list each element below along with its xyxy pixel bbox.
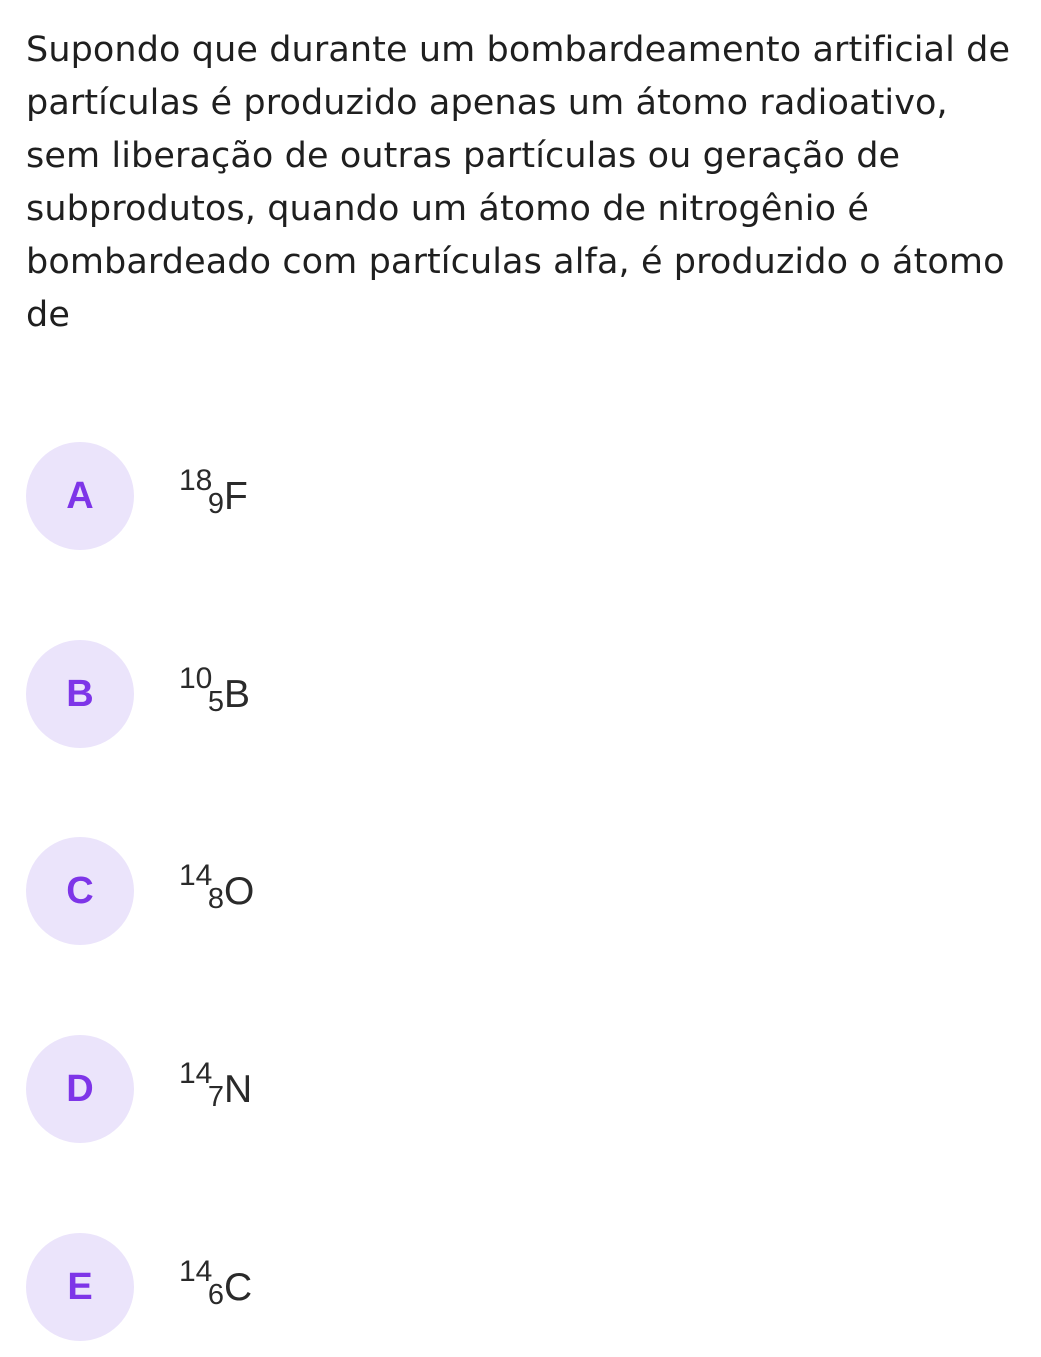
option-c-symbol: O	[224, 870, 255, 913]
option-e[interactable]	[26, 1233, 626, 1343]
option-b-symbol: B	[224, 673, 251, 716]
option-a-symbol: F	[224, 475, 248, 518]
option-c-letter[interactable]: C	[26, 837, 134, 945]
option-b-nuclide	[176, 662, 296, 738]
option-b-mass-number: 10	[179, 662, 213, 695]
option-e-atomic-number: 6	[207, 1279, 224, 1311]
option-e-letter[interactable]: E	[26, 1233, 134, 1341]
option-e-nuclide	[176, 1255, 296, 1331]
option-c-atomic-number: 8	[207, 883, 224, 915]
option-c[interactable]	[26, 837, 626, 947]
option-d-letter[interactable]: D	[26, 1035, 134, 1143]
option-c-nuclide	[176, 859, 296, 935]
option-a-nuclide	[176, 464, 296, 540]
question-text: Supondo que durante um bombardeamento artificial de partículas é produzido apenas um átomo radioativo, sem liberação de outras partículas ou geração de subprodutos, quando um átomo de nitrogênio é bombardeado com partículas alfa, é produzido o átomo de	[26, 30, 1011, 335]
option-a-atomic-number: 9	[207, 488, 224, 520]
option-a-mass-number: 18	[179, 464, 213, 497]
option-b[interactable]	[26, 640, 626, 750]
option-d-nuclide	[176, 1057, 296, 1133]
option-b-letter[interactable]: B	[26, 640, 134, 748]
option-e-symbol: C	[224, 1266, 253, 1309]
option-a[interactable]	[26, 442, 626, 552]
option-d-symbol: N	[224, 1068, 253, 1111]
option-c-mass-number: 14	[179, 859, 213, 892]
option-d-atomic-number: 7	[207, 1081, 224, 1113]
option-d[interactable]	[26, 1035, 626, 1145]
option-e-mass-number: 14	[179, 1255, 213, 1288]
option-a-letter[interactable]: A	[26, 442, 134, 550]
option-b-atomic-number: 5	[207, 686, 224, 718]
option-d-mass-number: 14	[179, 1057, 213, 1090]
